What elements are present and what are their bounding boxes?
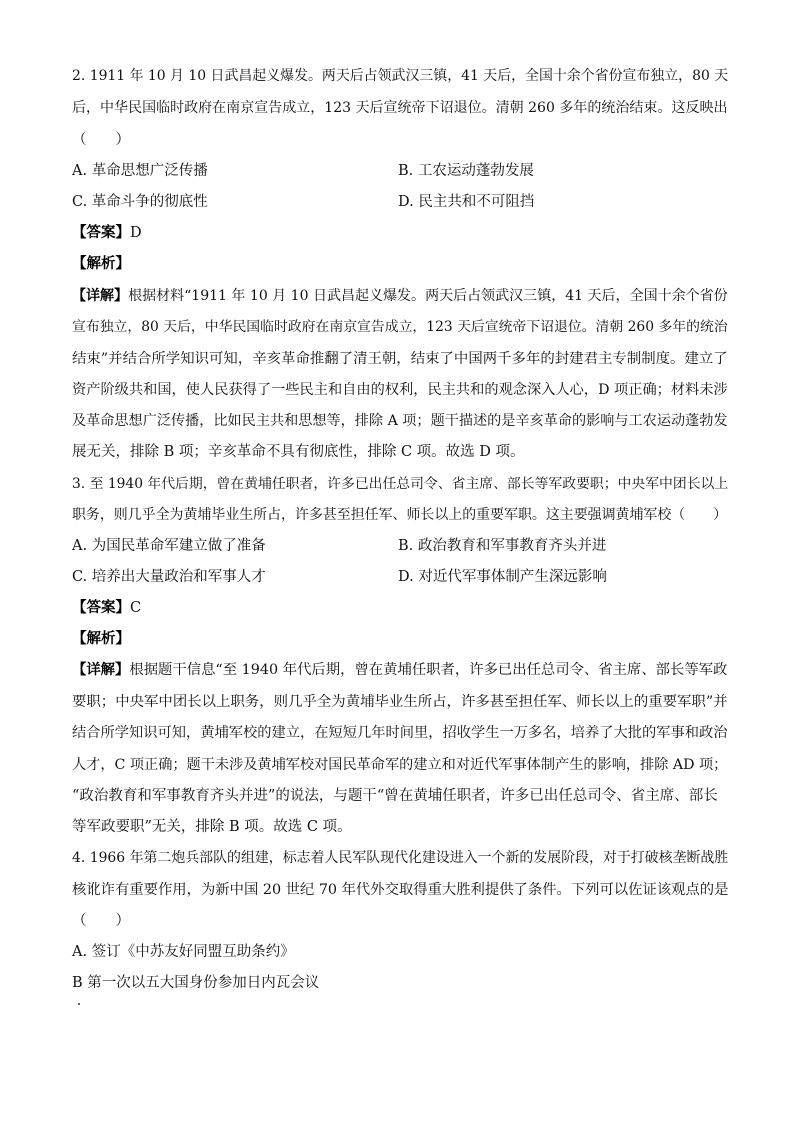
q2-detail-line-4: 资产阶级共和国，使人民获得了一些民主和自由的权利，民主共和的观念深入人心，D 项正确；材料未涉 xyxy=(72,382,728,398)
q2-option-a: A. 革命思想广泛传播 xyxy=(72,163,208,179)
q2-detail-text-1: 根据材料“1911 年 10 月 10 日武昌起义爆发。两天后占领武汉三镇，41 天后，全国十余个省份 xyxy=(128,288,728,304)
q2-detail-tag: 【详解】 xyxy=(72,288,129,304)
q3-detail-line-5: “政治教育和军事教育齐头并进”的说法，与题干“曾在黄埔任职者，许多已出任总司令、省主席、部长 xyxy=(72,788,718,804)
q2-option-b: B. 工农运动蓬勃发展 xyxy=(398,163,534,179)
q2-detail-line-2: 宣布独立，80 天后，中华民国临时政府在南京宣告成立，123 天后宣统帝下诏退位。清朝 260 多年的统治 xyxy=(72,319,728,335)
q3-detail-tag: 【详解】 xyxy=(72,662,130,678)
q3-detail-line-1 xyxy=(72,660,727,680)
q3-detail-line-3: 结合所学知识可知，黄埔军校的建立，在短短几年时间里，招收学生一万多名，培养了大批的军事和政治 xyxy=(72,725,728,741)
q3-answer-row xyxy=(72,598,141,618)
q4-stem-line-1: 4. 1966 年第二炮兵部队的组建，标志着人民军队现代化建设进入一个新的发展阶段，对于打破核垄断战胜 xyxy=(72,850,729,866)
q2-answer-paren: （ ） xyxy=(72,132,130,148)
q3-detail-line-2: 要职；中央军中团长以上职务，则几乎全为黄埔毕业生所占，许多甚至担任军、师长以上的重要军职”并 xyxy=(72,694,728,710)
q3-analysis-label: 【解析】 xyxy=(72,630,130,647)
q3-stem-line-2: 职务，则几乎全为黄埔毕业生所占，许多甚至担任军、师长以上的重要军职。这主要强调黄埔军校（ ） xyxy=(72,507,728,523)
q4-option-a: A. 签订《中苏友好同盟互助条约》 xyxy=(72,944,295,960)
q3-option-c: C. 培养出大量政治和军事人才 xyxy=(72,569,266,585)
q3-stem-line-1: 3. 至 1940 年代后期，曾在黄埔任职者，许多已出任总司令、省主席、部长等军政要职；中央军中团长以上 xyxy=(72,476,729,492)
q2-option-d: D. 民主共和不可阻挡 xyxy=(398,194,535,210)
q2-option-c: C. 革命斗争的彻底性 xyxy=(72,194,208,210)
q4-option-b: B 第一次以五大国身份参加日内瓦会议 xyxy=(72,975,320,991)
q4-stem-line-2: 核讹诈有重要作用，为新中国 20 世纪 70 年代外交取得重大胜利提供了条件。下列可以佐证该观点的是 xyxy=(72,882,729,898)
q2-analysis-tag xyxy=(72,254,130,274)
q2-stem-line-2: 后，中华民国临时政府在南京宣告成立，123 天后宣统帝下诏退位。清朝 260 多年的统治结束。这反映出 xyxy=(72,100,728,116)
q3-detail-line-6: 等军政要职”无关，排除 B 项。故选 C 项。 xyxy=(72,819,352,835)
q2-detail-line-6: 展无关，排除 B 项；辛亥革命不具有彻底性，排除 C 项。故选 D 项。 xyxy=(72,444,525,460)
q3-answer-value: C xyxy=(130,600,142,616)
q3-option-a: A. 为国民革命军建立做了准备 xyxy=(72,538,266,554)
q2-analysis-label: 【解析】 xyxy=(72,255,130,272)
q3-detail-text-1: 根据题干信息“至 1940 年代后期，曾在黄埔任职者，许多已出任总司令、省主席、部长等军政 xyxy=(129,662,728,678)
q2-stem-line-1: 2. 1911 年 10 月 10 日武昌起义爆发。两天后占领武汉三镇，41 天后，全国十余个省份宣布独立，80 天 xyxy=(72,68,729,84)
q2-answer-value: D xyxy=(130,225,142,241)
q2-answer-tag: 【答案】 xyxy=(72,224,130,241)
stray-dot xyxy=(78,1003,80,1005)
q3-option-b: B. 政治教育和军事教育齐头并进 xyxy=(398,538,607,554)
q3-answer-tag: 【答案】 xyxy=(72,599,130,616)
q2-answer-row xyxy=(72,223,142,243)
q3-analysis-tag xyxy=(72,629,130,649)
q4-answer-paren: （ ） xyxy=(72,913,130,929)
q3-option-d: D. 对近代军事体制产生深远影响 xyxy=(398,569,607,585)
q2-detail-line-3: 结束”并结合所学知识可知，辛亥革命推翻了清王朝，结束了中国两千多年的封建君主专制制度。建立了 xyxy=(72,351,728,367)
q3-detail-line-4: 人才，C 项正确；题干未涉及黄埔军校对国民革命军的建立和对近代军事体制产生的影响，排除 AD 项； xyxy=(72,757,728,773)
q2-detail-line-5: 及革命思想广泛传播，比如民主共和思想等，排除 A 项；题干描述的是辛亥革命的影响与工农运动蓬勃发 xyxy=(72,413,728,429)
q2-detail-line-1 xyxy=(72,286,728,306)
